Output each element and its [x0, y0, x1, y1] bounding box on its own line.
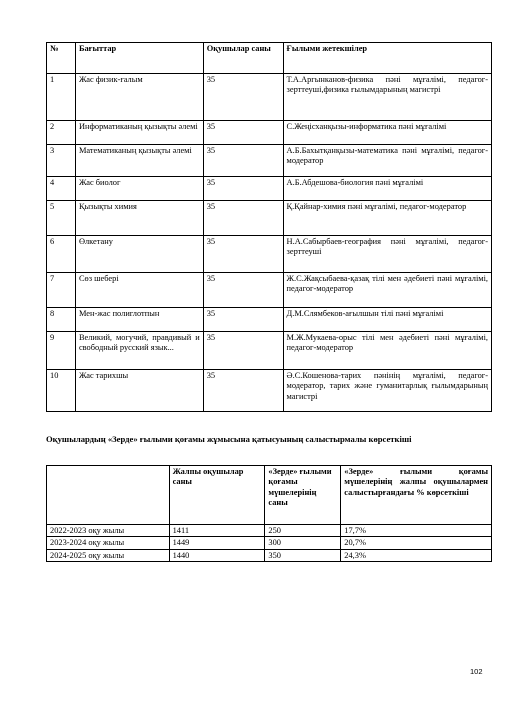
row-number: 2	[47, 121, 76, 145]
row-supervisor: Ж.С.Жақсыбаева-қазақ тілі мен әдебиеті пәні мұғалімі, педагог-модератор	[283, 273, 491, 308]
row-supervisor: Қ.Қайнар-химия пәні мұғалімі, педагог-модератор	[283, 201, 491, 236]
row-supervisor: Н.А.Сабырбаев-география пәні мұғалімі, педагог-зерттеуші	[283, 236, 491, 273]
row-direction: Жас биолог	[75, 177, 203, 201]
header-year	[47, 466, 170, 525]
page-number: 102	[470, 667, 483, 676]
directions-table	[46, 42, 492, 412]
row-count: 35	[203, 74, 283, 121]
table-row	[47, 201, 492, 236]
row-direction: Жас физик-ғалым	[75, 74, 203, 121]
row-year: 2022-2023 оқу жылы	[47, 525, 170, 537]
row-year: 2024-2025 оқу жылы	[47, 549, 170, 561]
row-number: 4	[47, 177, 76, 201]
row-supervisor: Д.М.Слямбеков-ағылшын тілі пәні мұғалімі	[283, 308, 491, 332]
row-direction: Великий, могучий, правдивый и свободный русский язык...	[75, 332, 203, 370]
row-supervisor: А.Б.Бахытқанқызы-математика пәні мұғалімі, педагог-модератор	[283, 145, 491, 177]
row-direction: Өлкетану	[75, 236, 203, 273]
row-members: 300	[265, 537, 341, 549]
row-number: 5	[47, 201, 76, 236]
table-row	[47, 273, 492, 308]
row-members: 350	[265, 549, 341, 561]
row-total: 1411	[169, 525, 265, 537]
header-total-students: Жалпы оқушылар саны	[169, 466, 265, 525]
table-row	[47, 177, 492, 201]
directions-table-header	[47, 43, 492, 74]
table-row	[47, 549, 492, 561]
row-year: 2023-2024 оқу жылы	[47, 537, 170, 549]
row-percent: 20,7%	[341, 537, 492, 549]
row-direction: Қызықты химия	[75, 201, 203, 236]
row-members: 250	[265, 525, 341, 537]
row-count: 35	[203, 145, 283, 177]
table-row	[47, 332, 492, 370]
section-heading: Оқушылардың «Зерде» ғылыми қоғамы жұмысына қатысуының салыстырмалы көрсеткіші	[46, 434, 412, 444]
table-row	[47, 121, 492, 145]
row-percent: 17,7%	[341, 525, 492, 537]
table-row	[47, 145, 492, 177]
row-number: 7	[47, 273, 76, 308]
table-row	[47, 525, 492, 537]
row-direction: Жас тарихшы	[75, 370, 203, 412]
table-row	[47, 236, 492, 273]
row-count: 35	[203, 370, 283, 412]
table-row	[47, 74, 492, 121]
row-number: 1	[47, 74, 76, 121]
row-percent: 24,3%	[341, 549, 492, 561]
row-number: 3	[47, 145, 76, 177]
row-direction: Мен-жас полиглотпын	[75, 308, 203, 332]
row-count: 35	[203, 121, 283, 145]
row-direction: Сөз шебері	[75, 273, 203, 308]
row-number: 9	[47, 332, 76, 370]
table-row	[47, 370, 492, 412]
row-supervisor: М.Ж.Мукаева-орыс тілі мен әдебиеті пәні мұғалімі, педагог-модератор	[283, 332, 491, 370]
header-number: №	[47, 43, 76, 74]
row-count: 35	[203, 177, 283, 201]
row-supervisor: Ә.С.Кошенова-тарих пәнінің мұғалімі, педагог-модератор, тарих және гуманитарлық ғылымдарының магистрі	[283, 370, 491, 412]
row-count: 35	[203, 332, 283, 370]
row-number: 6	[47, 236, 76, 273]
row-direction: Математиканың қызықты әлемі	[75, 145, 203, 177]
row-count: 35	[203, 273, 283, 308]
header-members: «Зерде» ғылыми қоғамы мүшелерінің саны	[265, 466, 341, 525]
row-number: 10	[47, 370, 76, 412]
row-count: 35	[203, 308, 283, 332]
header-student-count: Оқушылар саны	[203, 43, 283, 74]
row-count: 35	[203, 236, 283, 273]
row-supervisor: С.Жеңісханқызы-информатика пәні мұғалімі	[283, 121, 491, 145]
table-row	[47, 308, 492, 332]
comparison-table	[46, 465, 492, 562]
row-total: 1440	[169, 549, 265, 561]
header-percentage: «Зерде» ғылыми қоғамы мүшелерінің жалпы оқушылармен салыстырғандағы % көрсеткіші	[341, 466, 492, 525]
header-supervisors: Ғылыми жетекшілер	[283, 43, 491, 74]
row-number: 8	[47, 308, 76, 332]
row-supervisor: Т.А.Аргынканов-физика пәні мұғалімі, педагог-зерттеуші,физика ғылымдарының магистрі	[283, 74, 491, 121]
row-supervisor: А.Б.Абдешова-биология пәні мұғалімі	[283, 177, 491, 201]
header-directions: Бағыттар	[75, 43, 203, 74]
comparison-table-header	[47, 466, 492, 525]
row-total: 1449	[169, 537, 265, 549]
table-row	[47, 537, 492, 549]
row-count: 35	[203, 201, 283, 236]
row-direction: Информатиканың қызықты әлемі	[75, 121, 203, 145]
